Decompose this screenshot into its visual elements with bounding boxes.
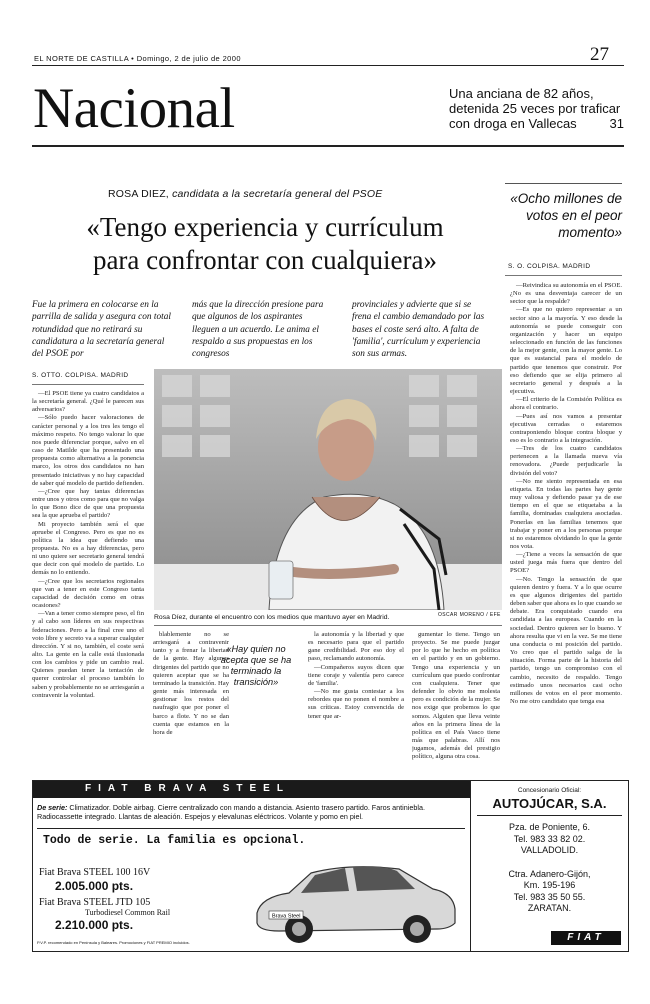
- byline-rule: [32, 384, 144, 385]
- paragraph: —Van a tener como siempre peso, el fin y al cabo son líderes en sus respectivas federaciones. Pero a la final cree uno el voto libre y secreto va a superar cualquier dirección. Y si no, también, el coste será alto. La gente en la calle está ilusionada con los cambios y pide un cambio real. Quienes puedan tener la tentación de querer controlar el proceso también lo saben y probablemente no se arriesgarán a contravenir la voluntad.: [32, 610, 144, 699]
- paragraph: —¿Cree que hay tantas diferencias entre unos y otros como para que no valga lo que Bono dice de que una propuesta sea la que aprueba el partido?: [32, 487, 144, 520]
- sidebar-byline: S. O. COLPISA. MADRID: [508, 263, 591, 270]
- sidebar-headline: «Ocho millones de votos en el peor momento»: [510, 191, 622, 240]
- address-line: Tel. 983 33 82 02.: [513, 833, 586, 844]
- photo-caption: Rosa Díez, durante el encuentro con los medios que mantuvo ayer en Madrid.: [154, 614, 390, 621]
- ad-footnote: P.V.P. recomendado en Península y Baleares. Promociones y FIAT PREMIO incluidos.: [37, 940, 190, 945]
- ad-brand-band: [33, 781, 470, 798]
- paragraph: —Reivindica su autonomía en el PSOE. ¿No es una desventaja carecer de un sector que la respalde?: [510, 282, 622, 306]
- ad-rule: [37, 828, 465, 829]
- address-line: Km. 195-196: [523, 880, 576, 890]
- byline: S. OTTO. COLPISA. MADRID: [32, 372, 129, 379]
- paragraph: —Sólo puedo hacer valoraciones de carácter personal y a los tres les tengo el máximo respeto. No tengo valorar lo que nos puede diferenciar porque, salvo en el caso de Matilde que ha presentado una propuesta como alternativa a la ponencia marco, los otros dos candidatos no han presentado iniciativas y no hay capacidad de saber qué modelo de partido defienden.: [32, 414, 144, 487]
- ad-series-label: De serie:: [37, 803, 68, 812]
- paragraph: —¿Tiene a veces la sensación de que usted juega más fuera que dentro del PSOE?: [510, 551, 622, 575]
- photo-illustration: [154, 369, 502, 610]
- dealer-block: [470, 781, 628, 951]
- paragraph: blablemente no se arriesgará a contravenir tanto y a frenar la libertad de la gente. Hay algunos dirigentes del partido que no quieren aceptar que se ha terminado la transición. Hay gente más interesada en gestionar los restos del naufragio que por poner el barco a flote. Y no se dan cuenta que estamos en la hora de: [153, 631, 229, 736]
- address-line: VALLADOLID.: [520, 845, 579, 855]
- teaser-page: 31: [609, 116, 624, 131]
- article-photo: [154, 369, 502, 610]
- car-plate: Brava Steel: [272, 913, 301, 920]
- headline: [30, 211, 500, 277]
- ad-tagline: Todo de serie. La familia es opcional.: [43, 834, 306, 847]
- headline-line-1: «Tengo experiencia y currículum: [86, 212, 444, 242]
- sidebar-column: [510, 282, 622, 764]
- dealer-name: AUTOJÚCAR, S.A.: [492, 796, 607, 811]
- paragraph: —No. Tengo la sensación de que quieren dentro y fuera. Y a lo que ocurre es que algunos dirigentes del partido deben saber que ahora es lo que cuando se debate. Era conquistado cuando era candidata a las europeas. Cuando en la sociedad. Dentro quieren ser lo bueno. Y ahora resulta que vi en la vez. Se me tiene una conducta o mi posición del partido. Yo creo que el partido salga de la situación. Forma parte de la historia del partido, tengo un compromiso con el cambio, necesito de respaldo. Tengo estimado unos necesarios casi ocho millones de votos en el peor momento. No me otro candidato que tenga esa: [510, 575, 622, 705]
- paragraph: la autonomía y la libertad y que es necesario para que el partido gane credibilidad. Por eso doy el paso, reclamando autonomía.: [308, 631, 404, 663]
- paragraph: —Tres de los cuatro candidatos pertenecen a la llamada nueva vía renovadora. ¿Puede perjudicarle la división del voto?: [510, 445, 622, 477]
- paragraph: —No me gusta contestar a los rebordes que no ponen el nombre a sus críticas. Estoy convencida de tener que ar-: [308, 688, 404, 720]
- dealer-address-2: [471, 869, 628, 915]
- car-illustration: [249, 851, 461, 951]
- paragraph: —No me siento representada en esa etiqueta. En todas las partes hay gente muy valiosa y defiendo pasar ya de ese tiempo en el que se etiquetaba a la familia, dominadas cualquiera asociadas. Ponerlas en las familias tenemos que trabajar y poner en a los personas porque si no estaremos olvidando lo que la gente nos vota.: [510, 477, 622, 550]
- deck-col-1: Fue la primera en colocarse en la parrilla de salida y asegura con total rotundidad que no retirará su candidatura a la secretaría general del PSOE por: [32, 300, 171, 360]
- kicker: [108, 188, 382, 200]
- teaser[interactable]: [449, 86, 624, 131]
- deck-col-2: más que la dirección presione para que algunos de los aspirantes lleguen a un acuerdo. Le anima el respaldo a sus propuestas en los congresos: [192, 300, 324, 360]
- kicker-name: ROSA DIEZ,: [108, 188, 169, 200]
- paragraph: gumentar lo tiene. Tengo un proyecto. Se me puede juzgar por lo que he hecho en política en el partido y en un gobierno. Tengo una experiencia y un currículum que puedo confrontar con cualquiera. Tener que defender lo obvio me molesta pero es condición de la mujer. Se nos exige que probemos lo que somos. Alguien que lleva veinte años en la primera línea de la política en el País Vasco tiene más que palabras. Allí nos jugamos, además del prestigio político, alguna otra cosa.: [412, 631, 500, 761]
- headline-line-2: para confrontar con cualquiera»: [92, 245, 438, 275]
- address-line: Tel. 983 35 50 55.: [513, 891, 586, 902]
- deck-col-3: provinciales y advierte que si se frena el cambio demandado por las bases el coste será alto. A falta de 'familia', currículum y experiencia son sus armas.: [352, 300, 485, 360]
- dealer-divider: [477, 815, 622, 816]
- paragraph: —Pues así nos vamos a presentar ejecutivas cerradas o estaremos contraponiendo bloque contra bloque y eso es lo contrario a la integración.: [510, 412, 622, 444]
- sidebar-top-rule: [505, 183, 622, 184]
- body-column-4: [412, 631, 500, 763]
- address-line: Ctra. Adanero-Gijón,: [508, 868, 591, 879]
- ad-model-2-price: 2.210.000 pts.: [55, 918, 134, 932]
- paragraph: —Compañeros suyos dicen que tiene coraje y valentía pero carece de 'familia'.: [308, 663, 404, 687]
- ad-series-block: [37, 803, 465, 821]
- dealer-address-1: [471, 822, 628, 857]
- ad-brand-text: FIAT BRAVA STEEL: [85, 783, 290, 794]
- paper-date-line: EL NORTE DE CASTILLA • Domingo, 2 de julio de 2000: [34, 54, 241, 63]
- ad-model-2-sub: Turbodiesel Common Rail: [85, 908, 171, 917]
- paragraph: Mi proyecto también será el que apruebe el Congreso. Pero es que no es política la idea que defiendo una propuesta. No es a hay diferencias, pero ni uno quiere ser secretario general tendrá que decir con qué modelo de partido. Lo demás no lo entiendo.: [32, 520, 144, 577]
- address-line: ZARATAN.: [527, 903, 572, 913]
- body-column-1: [32, 390, 144, 760]
- paragraph: —El criterio de la Comisión Política es ahora el contrario.: [510, 396, 622, 412]
- advertisement[interactable]: [32, 780, 629, 952]
- teaser-text: Una anciana de 82 años, detenida 25 veces por traficar con droga en Vallecas: [449, 86, 621, 131]
- paragraph: —¿Cree que los secretarios regionales que van a tener en este Congreso tanta capacidad de decisión como en otras ocasiones?: [32, 577, 144, 610]
- ad-series-text: Climatizador. Doble airbag. Cierre centralizado con mando a distancia. Asiento trasero partido. Faros antiniebla. Radiocassette integrado. Llantas de aleación. Espejos y elevalunas eléctricos. Volante y pomo en piel.: [37, 803, 425, 821]
- body-column-3: [308, 631, 404, 763]
- section-rule: [32, 145, 624, 147]
- photo-credit: OSCAR MORENO / EFE: [438, 612, 501, 618]
- ad-model-1-name: Fiat Brava STEEL 100 16V: [39, 867, 151, 878]
- top-rule: [32, 65, 624, 66]
- section-title: Nacional: [33, 77, 235, 140]
- sidebar-byline-rule: [505, 275, 622, 276]
- paragraph: —El PSOE tiene ya cuatro candidatos a la secretaría general. ¿Qué le parecen sus adversarios?: [32, 390, 144, 414]
- pull-quote: «Hay quien no acepta que se ha terminado la transición»: [220, 644, 292, 687]
- dealer-label: Concesionario Oficial:: [517, 787, 582, 794]
- address-line: Pza. de Poniente, 6.: [508, 822, 591, 832]
- fiat-logo: FIAT: [551, 931, 621, 945]
- paragraph: —Es que no quiero representar a un sector sino a la mayoría. Y eso desde la autonomía se puede conseguir con organización y hacer un equipo seleccionado en función de las funciones de la mejor gente, con la mayor gente. Lo que es sustancial para el modelo de partido que tenemos que construir. Por eso defiendo que se elija primero al secretario general y después a la ejecutiva.: [510, 306, 622, 396]
- kicker-role: candidata a la secretaría general del PSOE: [172, 188, 383, 200]
- ad-model-2-name: Fiat Brava STEEL JTD 105: [39, 897, 151, 908]
- caption-rule: [154, 625, 502, 626]
- ad-model-1-price: 2.005.000 pts.: [55, 879, 134, 893]
- page-number: 27: [590, 44, 609, 65]
